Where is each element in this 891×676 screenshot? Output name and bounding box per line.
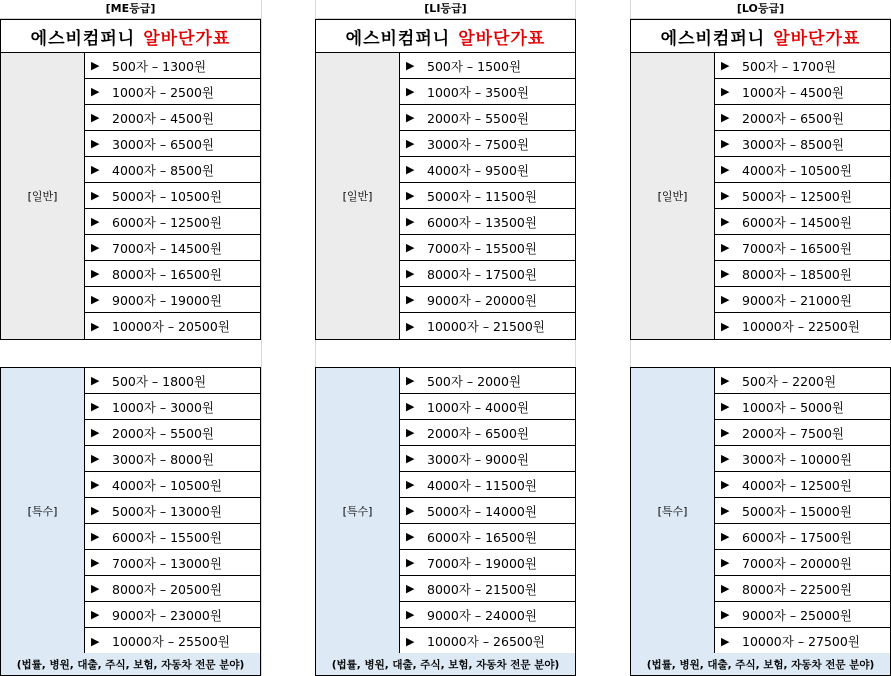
arrow-icon: ▶ <box>91 374 100 387</box>
rate-row <box>400 524 575 550</box>
rate-text: 9000자 – 20000원 <box>427 292 537 308</box>
special-rate-block <box>0 367 261 655</box>
arrow-icon: ▶ <box>406 608 415 621</box>
rate-text: 500자 – 1700원 <box>742 58 837 74</box>
arrow-icon: ▶ <box>721 215 730 228</box>
arrow-icon: ▶ <box>721 374 730 387</box>
arrow-icon: ▶ <box>406 267 415 280</box>
rate-text: 1000자 – 3500원 <box>427 84 529 100</box>
arrow-icon: ▶ <box>721 137 730 150</box>
rate-text: 8000자 – 22500원 <box>742 581 852 597</box>
rate-row <box>715 261 890 287</box>
arrow-icon: ▶ <box>91 478 100 491</box>
rate-text: 2000자 – 6500원 <box>742 110 844 126</box>
rate-text: 9000자 – 24000원 <box>427 607 537 623</box>
rate-row <box>85 368 260 394</box>
rate-row <box>85 420 260 446</box>
normal-rate-block <box>0 53 261 340</box>
rate-row <box>715 602 890 628</box>
company-name: 에스비컴퍼니 <box>660 28 766 49</box>
rate-text: 500자 – 1800원 <box>112 373 207 389</box>
rate-row <box>715 394 890 420</box>
arrow-icon: ▶ <box>91 608 100 621</box>
category-normal-label: [일반] <box>316 53 400 339</box>
rate-row <box>400 368 575 394</box>
rate-text: 7000자 – 14500원 <box>112 240 222 256</box>
rate-row <box>85 628 260 654</box>
rate-text: 9000자 – 21000원 <box>742 292 852 308</box>
rate-row <box>400 53 575 79</box>
arrow-icon: ▶ <box>406 452 415 465</box>
rate-row <box>85 524 260 550</box>
rate-row <box>85 131 260 157</box>
rate-row <box>715 209 890 235</box>
arrow-icon: ▶ <box>91 163 100 176</box>
rate-row <box>400 209 575 235</box>
rate-text: 3000자 – 9000원 <box>427 451 529 467</box>
arrow-icon: ▶ <box>91 59 100 72</box>
rate-text: 6000자 – 15500원 <box>112 529 222 545</box>
rate-text: 2000자 – 5500원 <box>427 110 529 126</box>
arrow-icon: ▶ <box>721 452 730 465</box>
rate-text: 6000자 – 16500원 <box>427 529 537 545</box>
rate-text: 7000자 – 15500원 <box>427 240 537 256</box>
arrow-icon: ▶ <box>406 241 415 254</box>
arrow-icon: ▶ <box>721 85 730 98</box>
rate-text: 8000자 – 21500원 <box>427 581 537 597</box>
arrow-icon: ▶ <box>406 400 415 413</box>
rate-row <box>400 394 575 420</box>
rate-row <box>85 394 260 420</box>
arrow-icon: ▶ <box>721 582 730 595</box>
rate-row <box>85 53 260 79</box>
rate-text: 500자 – 2000원 <box>427 373 522 389</box>
rate-row <box>400 498 575 524</box>
category-special-label: [특수] <box>631 368 715 654</box>
grade-header: [LI등급] <box>315 0 576 19</box>
rate-text: 2000자 – 6500원 <box>427 425 529 441</box>
grade-header: [LO등급] <box>630 0 891 19</box>
arrow-icon: ▶ <box>721 608 730 621</box>
rate-text: 4000자 – 10500원 <box>112 477 222 493</box>
rate-text: 1000자 – 2500원 <box>112 84 214 100</box>
special-rate-block <box>315 367 576 655</box>
company-name: 에스비컴퍼니 <box>345 28 451 49</box>
arrow-icon: ▶ <box>406 215 415 228</box>
arrow-icon: ▶ <box>406 163 415 176</box>
rate-column <box>630 0 891 671</box>
arrow-icon: ▶ <box>91 556 100 569</box>
rate-text: 2000자 – 5500원 <box>112 425 214 441</box>
special-rate-block <box>630 367 891 655</box>
rate-row <box>715 550 890 576</box>
arrow-icon: ▶ <box>406 293 415 306</box>
rate-row <box>400 550 575 576</box>
rate-text: 7000자 – 16500원 <box>742 240 852 256</box>
rate-text: 1000자 – 5000원 <box>742 399 844 415</box>
rate-text: 10000자 – 25500원 <box>112 634 230 649</box>
table-title <box>315 19 576 53</box>
rate-row <box>715 446 890 472</box>
arrow-icon: ▶ <box>91 215 100 228</box>
arrow-icon: ▶ <box>721 59 730 72</box>
arrow-icon: ▶ <box>406 111 415 124</box>
arrow-icon: ▶ <box>721 400 730 413</box>
arrow-icon: ▶ <box>721 163 730 176</box>
arrow-icon: ▶ <box>406 582 415 595</box>
rate-row <box>85 79 260 105</box>
rate-row <box>400 420 575 446</box>
arrow-icon: ▶ <box>406 426 415 439</box>
rate-row <box>85 446 260 472</box>
arrow-icon: ▶ <box>91 582 100 595</box>
rate-row <box>715 628 890 654</box>
rate-row <box>400 79 575 105</box>
normal-rate-block <box>315 53 576 340</box>
arrow-icon: ▶ <box>721 293 730 306</box>
rate-text: 8000자 – 20500원 <box>112 581 222 597</box>
rate-row <box>400 472 575 498</box>
rate-text: 8000자 – 16500원 <box>112 266 222 282</box>
rate-row <box>85 157 260 183</box>
rate-text: 5000자 – 15000원 <box>742 503 852 519</box>
rate-row <box>715 287 890 313</box>
arrow-icon: ▶ <box>91 400 100 413</box>
rate-row <box>85 576 260 602</box>
rate-text: 10000자 – 21500원 <box>427 319 545 334</box>
rate-text: 1000자 – 3000원 <box>112 399 214 415</box>
rate-row <box>715 420 890 446</box>
rate-row <box>715 313 890 339</box>
rate-text: 10000자 – 26500원 <box>427 634 545 649</box>
rate-text: 500자 – 1300원 <box>112 58 207 74</box>
rate-text: 3000자 – 8500원 <box>742 136 844 152</box>
rate-text: 10000자 – 20500원 <box>112 319 230 334</box>
rate-text: 5000자 – 13000원 <box>112 503 222 519</box>
rate-row <box>400 602 575 628</box>
rate-text: 4000자 – 8500원 <box>112 162 214 178</box>
specialty-footer: (법률, 병원, 대출, 주식, 보험, 자동차 전문 분야) <box>315 653 576 676</box>
arrow-icon: ▶ <box>406 530 415 543</box>
rate-text: 6000자 – 14500원 <box>742 214 852 230</box>
rate-text: 8000자 – 18500원 <box>742 266 852 282</box>
arrow-icon: ▶ <box>721 189 730 202</box>
arrow-icon: ▶ <box>721 556 730 569</box>
rate-row <box>715 131 890 157</box>
rate-row <box>400 157 575 183</box>
category-special-label: [특수] <box>1 368 85 654</box>
arrow-icon: ▶ <box>406 59 415 72</box>
arrow-icon: ▶ <box>91 504 100 517</box>
table-title <box>0 19 261 53</box>
rate-row <box>400 287 575 313</box>
rate-text: 500자 – 1500원 <box>427 58 522 74</box>
rate-text: 3000자 – 8000원 <box>112 451 214 467</box>
rate-text: 6000자 – 12500원 <box>112 214 222 230</box>
arrow-icon: ▶ <box>406 189 415 202</box>
rate-text: 9000자 – 19000원 <box>112 292 222 308</box>
rate-row <box>85 498 260 524</box>
rate-row <box>715 498 890 524</box>
rate-text: 7000자 – 20000원 <box>742 555 852 571</box>
arrow-icon: ▶ <box>406 556 415 569</box>
rate-row <box>715 368 890 394</box>
rate-row <box>85 183 260 209</box>
rate-text: 6000자 – 13500원 <box>427 214 537 230</box>
rate-text: 8000자 – 17500원 <box>427 266 537 282</box>
rate-row <box>715 157 890 183</box>
arrow-icon: ▶ <box>91 530 100 543</box>
rate-row <box>85 550 260 576</box>
arrow-icon: ▶ <box>91 85 100 98</box>
rate-text: 7000자 – 19000원 <box>427 555 537 571</box>
rate-text: 5000자 – 11500원 <box>427 188 537 204</box>
arrow-icon: ▶ <box>91 137 100 150</box>
table-title <box>630 19 891 53</box>
arrow-icon: ▶ <box>721 478 730 491</box>
rate-row <box>715 79 890 105</box>
rate-text: 3000자 – 10000원 <box>742 451 852 467</box>
rate-row <box>85 261 260 287</box>
category-normal-label: [일반] <box>1 53 85 339</box>
rate-text: 1000자 – 4000원 <box>427 399 529 415</box>
arrow-icon: ▶ <box>406 85 415 98</box>
specialty-footer: (법률, 병원, 대출, 주식, 보험, 자동차 전문 분야) <box>0 653 261 676</box>
rate-text: 2000자 – 4500원 <box>112 110 214 126</box>
rate-row <box>400 628 575 654</box>
rate-row <box>715 235 890 261</box>
arrow-icon: ▶ <box>721 634 730 648</box>
rate-text: 7000자 – 13000원 <box>112 555 222 571</box>
rate-text: 3000자 – 6500원 <box>112 136 214 152</box>
arrow-icon: ▶ <box>721 504 730 517</box>
arrow-icon: ▶ <box>91 241 100 254</box>
arrow-icon: ▶ <box>91 634 100 648</box>
rate-table-label: 알바단가표 <box>458 28 546 49</box>
rate-row <box>85 287 260 313</box>
category-normal-label: [일반] <box>631 53 715 339</box>
arrow-icon: ▶ <box>406 137 415 150</box>
rate-row <box>85 105 260 131</box>
specialty-footer: (법률, 병원, 대출, 주식, 보험, 자동차 전문 분야) <box>630 653 891 676</box>
arrow-icon: ▶ <box>91 111 100 124</box>
rate-row <box>400 183 575 209</box>
grade-header: [ME등급] <box>0 0 261 19</box>
rate-text: 4000자 – 11500원 <box>427 477 537 493</box>
rate-column <box>0 0 261 671</box>
rate-table-label: 알바단가표 <box>143 28 231 49</box>
rate-column <box>315 0 576 671</box>
rate-text: 6000자 – 17500원 <box>742 529 852 545</box>
rate-text: 4000자 – 12500원 <box>742 477 852 493</box>
company-name: 에스비컴퍼니 <box>30 28 136 49</box>
arrow-icon: ▶ <box>406 374 415 387</box>
rate-row <box>85 472 260 498</box>
rate-row <box>400 131 575 157</box>
normal-rate-block <box>630 53 891 340</box>
rate-text: 3000자 – 7500원 <box>427 136 529 152</box>
arrow-icon: ▶ <box>721 241 730 254</box>
rate-row <box>715 105 890 131</box>
rate-text: 5000자 – 14000원 <box>427 503 537 519</box>
rate-row <box>715 576 890 602</box>
arrow-icon: ▶ <box>721 319 730 333</box>
arrow-icon: ▶ <box>721 530 730 543</box>
rate-row <box>85 209 260 235</box>
arrow-icon: ▶ <box>721 267 730 280</box>
arrow-icon: ▶ <box>406 504 415 517</box>
arrow-icon: ▶ <box>406 319 415 333</box>
rate-table-label: 알바단가표 <box>773 28 861 49</box>
arrow-icon: ▶ <box>91 189 100 202</box>
rate-row <box>400 261 575 287</box>
rate-row <box>715 524 890 550</box>
rate-row <box>400 105 575 131</box>
rate-row <box>715 183 890 209</box>
rate-text: 5000자 – 10500원 <box>112 188 222 204</box>
arrow-icon: ▶ <box>721 426 730 439</box>
rate-text: 1000자 – 4500원 <box>742 84 844 100</box>
category-special-label: [특수] <box>316 368 400 654</box>
arrow-icon: ▶ <box>721 111 730 124</box>
rate-text: 5000자 – 12500원 <box>742 188 852 204</box>
rate-row <box>85 313 260 339</box>
rate-text: 9000자 – 25000원 <box>742 607 852 623</box>
arrow-icon: ▶ <box>406 634 415 648</box>
rate-text: 4000자 – 10500원 <box>742 162 852 178</box>
rate-row <box>85 235 260 261</box>
rate-row <box>400 576 575 602</box>
rate-row <box>400 446 575 472</box>
rate-text: 2000자 – 7500원 <box>742 425 844 441</box>
arrow-icon: ▶ <box>406 478 415 491</box>
rate-text: 10000자 – 22500원 <box>742 319 860 334</box>
arrow-icon: ▶ <box>91 452 100 465</box>
rate-row <box>715 53 890 79</box>
rate-row <box>85 602 260 628</box>
rate-row <box>400 235 575 261</box>
arrow-icon: ▶ <box>91 426 100 439</box>
rate-text: 9000자 – 23000원 <box>112 607 222 623</box>
rate-text: 4000자 – 9500원 <box>427 162 529 178</box>
arrow-icon: ▶ <box>91 319 100 333</box>
rate-row <box>400 313 575 339</box>
rate-text: 10000자 – 27500원 <box>742 634 860 649</box>
rate-row <box>715 472 890 498</box>
arrow-icon: ▶ <box>91 293 100 306</box>
rate-text: 500자 – 2200원 <box>742 373 837 389</box>
arrow-icon: ▶ <box>91 267 100 280</box>
